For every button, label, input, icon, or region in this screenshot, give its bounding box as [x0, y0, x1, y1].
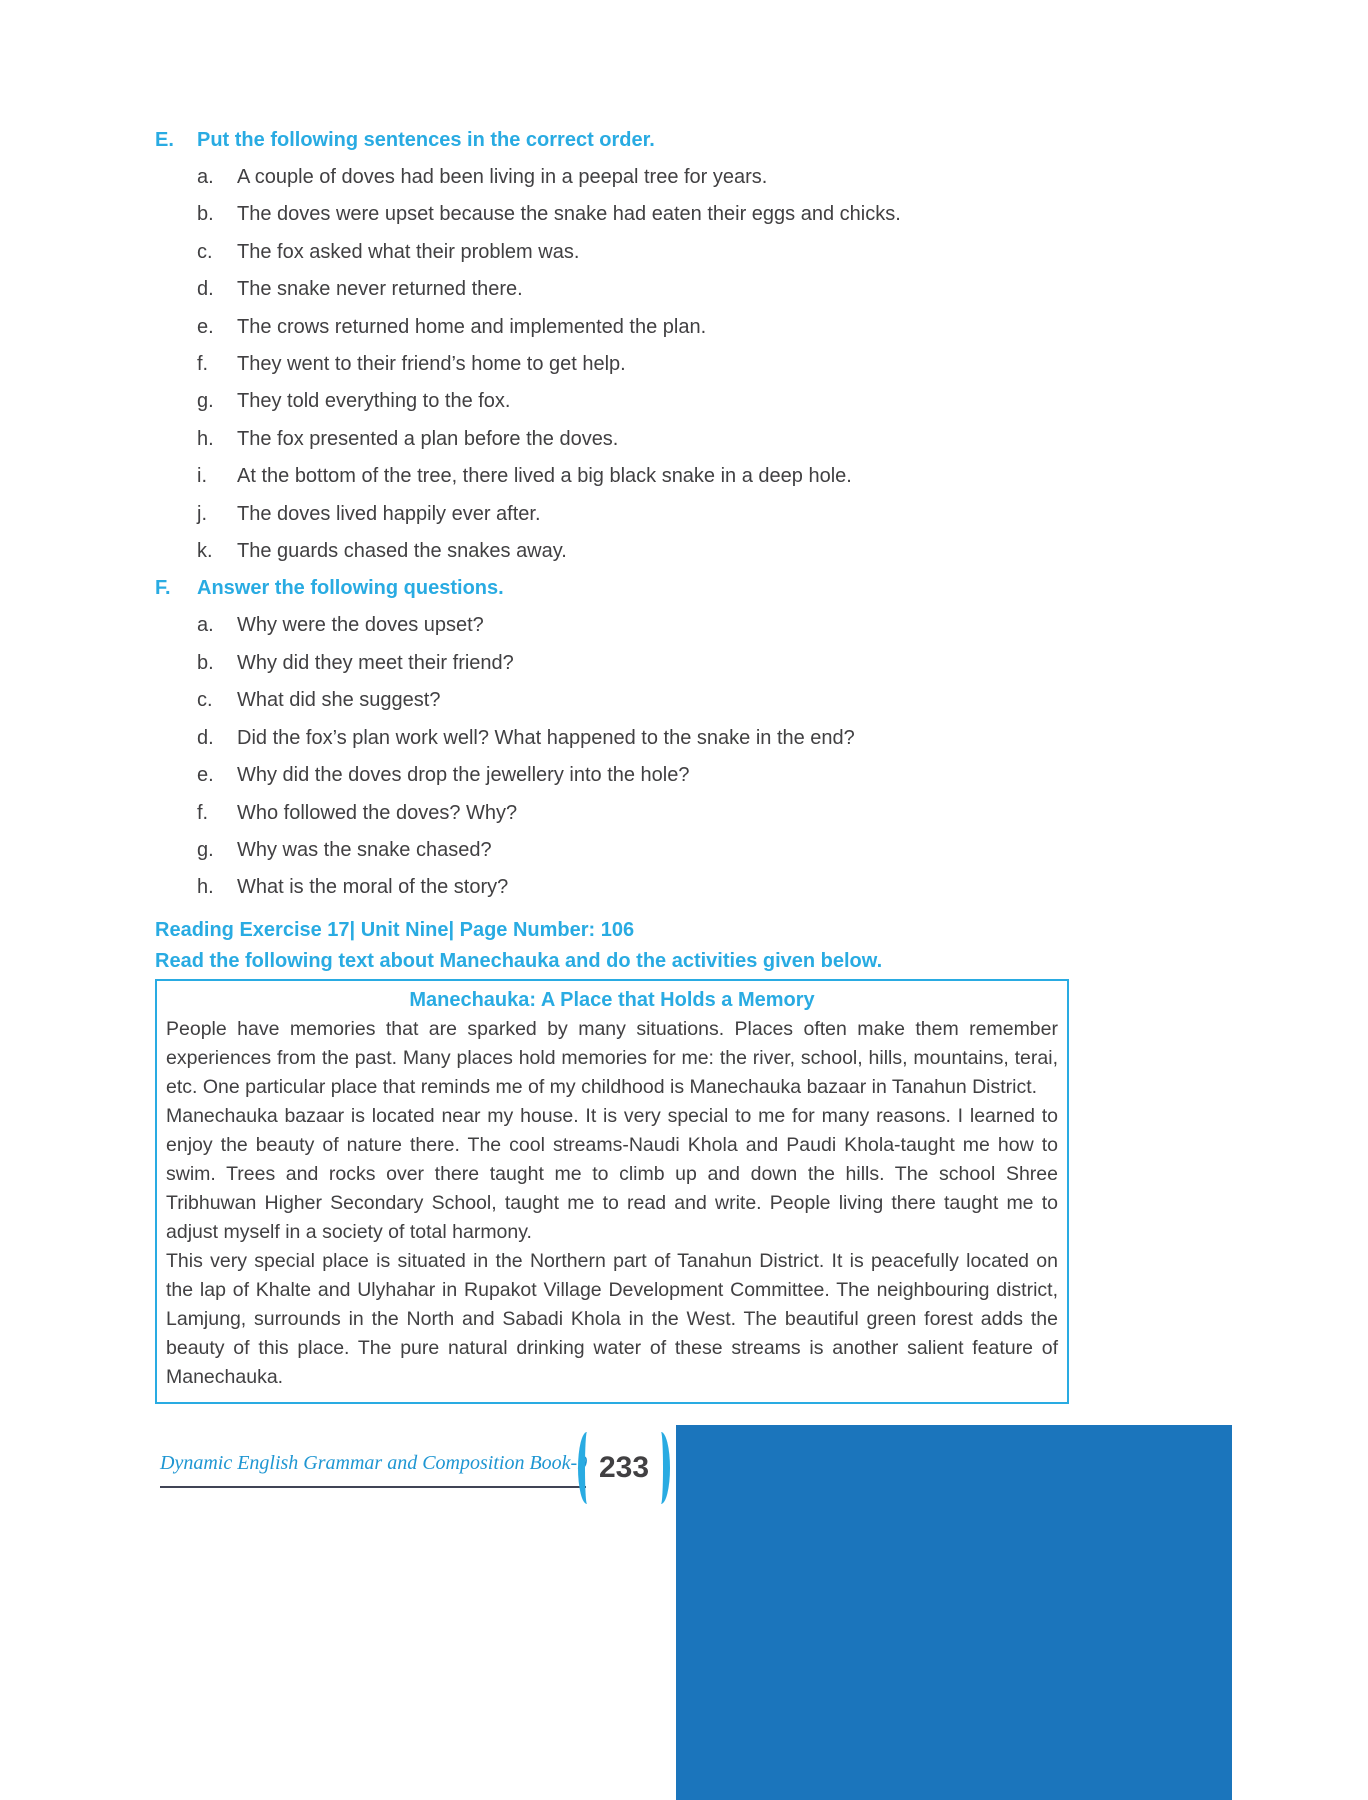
item-letter: f. [197, 801, 209, 824]
item-text: Why was the snake chased? [237, 838, 492, 861]
item-letter: k. [197, 540, 213, 563]
item-letter: b. [197, 203, 214, 226]
sentence-list [155, 159, 1075, 570]
item-text: At the bottom of the tree, there lived a big black snake in a deep hole. [237, 465, 852, 488]
passage-paragraph: People have memories that are sparked by many situations. Places often make them remember experiences from the past. Many places hold memories for me: the river, school, hills, mountains, terai, etc. One particular place that reminds me of my childhood is Manechauka bazaar in Tanahun District. [166, 1017, 1058, 1098]
item-letter: c. [197, 689, 213, 712]
list-item [155, 720, 1075, 757]
item-letter: h. [197, 876, 214, 899]
list-item [155, 533, 1075, 570]
item-text: Why did they meet their friend? [237, 651, 514, 674]
list-item [155, 795, 1075, 832]
item-letter: f. [197, 353, 209, 376]
question-list [155, 607, 1075, 906]
book-title: Dynamic English Grammar and Composition Book-9 [160, 1452, 588, 1474]
page-number: 233 [599, 1451, 650, 1484]
item-letter: c. [197, 240, 213, 263]
item-text: The guards chased the snakes away. [237, 540, 567, 563]
item-text: Why were the doves upset? [237, 614, 484, 637]
list-item [155, 383, 1075, 420]
passage-title: Manechauka: A Place that Holds a Memory [409, 988, 815, 1011]
section-heading [155, 570, 1075, 607]
item-text: Who followed the doves? Why? [237, 801, 518, 824]
list-item [155, 234, 1075, 271]
list-item [155, 496, 1075, 533]
section-title: Answer the following questions. [197, 577, 504, 600]
item-text: They told everything to the fox. [237, 390, 511, 413]
item-text: What did she suggest? [237, 689, 441, 712]
list-item [155, 869, 1075, 906]
item-text: The doves were upset because the snake had eaten their eggs and chicks. [237, 203, 901, 226]
list-item [155, 757, 1075, 794]
footer-divider [160, 1486, 586, 1488]
item-letter: h. [197, 427, 214, 450]
page-content [155, 122, 1075, 1404]
reading-exercise-heading: Reading Exercise 17| Unit Nine| Page Number: 106 [155, 918, 635, 941]
bracket-right-icon [655, 1432, 670, 1504]
reading-exercise-instruction: Read the following text about Manechauka and do the activities given below. [155, 949, 883, 972]
list-item [155, 196, 1075, 233]
item-letter: e. [197, 315, 214, 338]
section-order-sentences [155, 122, 1075, 570]
list-item [155, 159, 1075, 196]
item-letter: i. [197, 465, 207, 488]
item-letter: a. [197, 166, 214, 188]
item-text: The fox asked what their problem was. [237, 240, 580, 263]
item-letter: a. [197, 614, 214, 637]
item-text: Did the fox’s plan work well? What happened to the snake in the end? [237, 726, 855, 749]
decorative-blue-block [676, 1425, 1232, 1800]
item-letter: g. [197, 390, 214, 413]
page-number-badge [578, 1432, 670, 1504]
item-text: The doves lived happily ever after. [237, 502, 541, 525]
section-heading [155, 122, 1075, 159]
section-label: F. [155, 577, 171, 600]
list-item [155, 346, 1075, 383]
item-text: A couple of doves had been living in a peepal tree for years. [237, 166, 768, 188]
list-item [155, 645, 1075, 682]
section-title: Put the following sentences in the correct order. [197, 129, 655, 151]
list-item [155, 832, 1075, 869]
item-letter: j. [197, 502, 207, 525]
list-item [155, 607, 1075, 644]
passage-paragraph: Manechauka bazaar is located near my house. It is very special to me for many reasons. I learned to enjoy the beauty of nature there. The cool streams-Naudi Khola and Paudi Khola-taught me how to swim. Trees and rocks over there taught me to climb up and down the hills. The school Shree Tribhuwan Higher Secondary School, taught me to read and write. People living there taught me to adjust myself in a society of total harmony. [166, 1104, 1058, 1243]
item-letter: b. [197, 651, 214, 674]
passage-paragraph: This very special place is situated in the Northern part of Tanahun District. It is peacefully located on the lap of Khalte and Ulyhahar in Rupakot Village Development Committee. The neighbouring district, Lamjung, surrounds in the North and Sabadi Khola in the West. The beautiful green forest adds the beauty of this place. The pure natural drinking water of these streams is another salient feature of Manechauka. [166, 1249, 1058, 1388]
item-letter: e. [197, 764, 214, 787]
item-text: The fox presented a plan before the doves. [237, 427, 619, 450]
item-text: Why did the doves drop the jewellery into the hole? [237, 764, 690, 787]
bracket-left-icon [578, 1432, 593, 1504]
list-item [155, 458, 1075, 495]
item-text: They went to their friend’s home to get help. [237, 353, 626, 376]
list-item [155, 421, 1075, 458]
item-text: What is the moral of the story? [237, 876, 509, 899]
passage-box [155, 979, 1069, 1404]
section-label: E. [155, 129, 174, 151]
item-text: The crows returned home and implemented the plan. [237, 315, 707, 338]
item-letter: g. [197, 838, 214, 861]
list-item [155, 271, 1075, 308]
list-item [155, 309, 1075, 346]
section-questions [155, 570, 1075, 906]
item-letter: d. [197, 278, 214, 301]
item-text: The snake never returned there. [237, 278, 523, 301]
item-letter: d. [197, 726, 214, 749]
list-item [155, 682, 1075, 719]
